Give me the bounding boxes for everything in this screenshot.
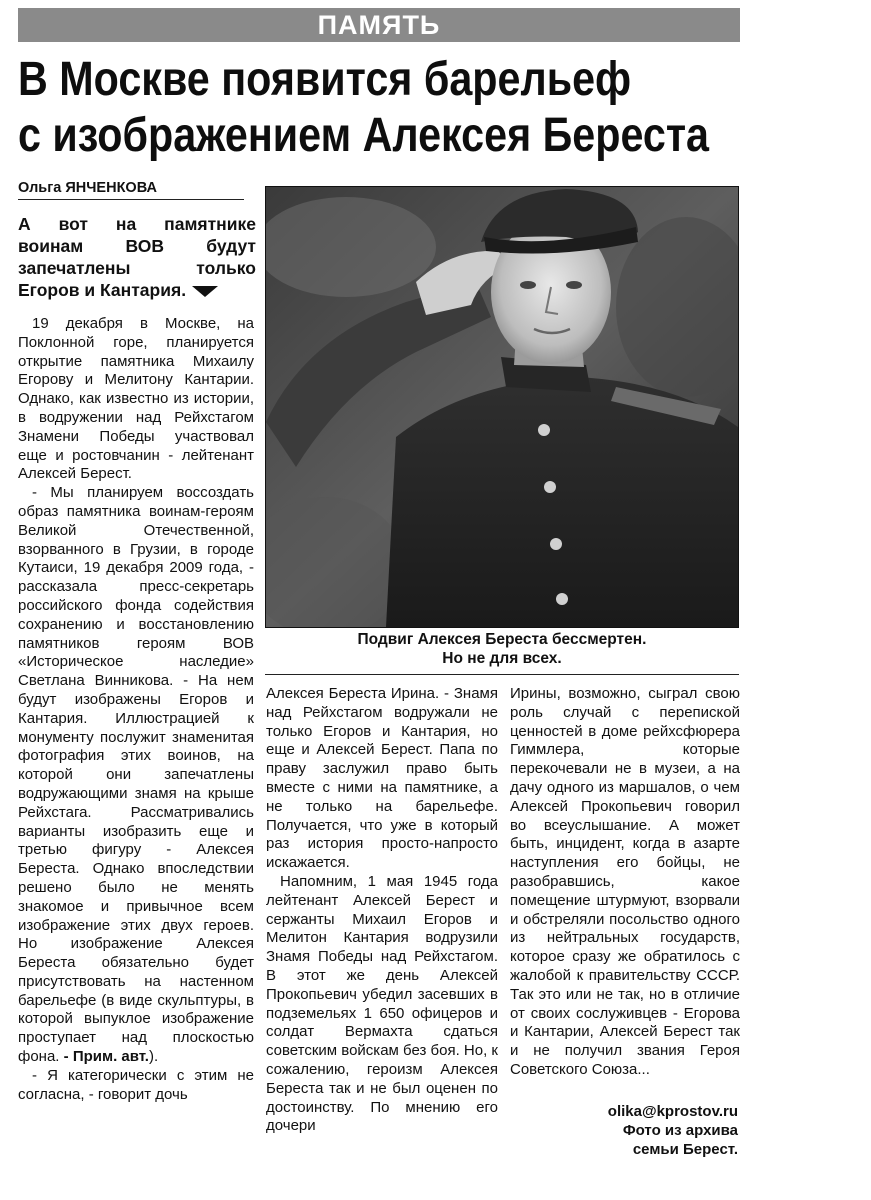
- lead-arrow-icon: [192, 286, 218, 297]
- headline-line-2: с изображением Алексея Береста: [18, 109, 710, 162]
- photo-credit-line-1: Фото из архива: [622, 1122, 738, 1139]
- text-column-3: [510, 685, 740, 1080]
- caption-line-1: Подвиг Алексея Береста бессмертен.: [357, 631, 647, 648]
- photo-credit-line-2: семьи Берест.: [632, 1141, 738, 1158]
- article-signoff: [510, 1102, 738, 1159]
- headline-line-1: В Москве появится барельеф: [18, 53, 632, 106]
- paragraph: [18, 484, 254, 1067]
- paragraph: 19 декабря в Москве, на Поклонной горе, планируется открытие памятника Михаилу Егорову и Мелитону Кантарии. Однако, как известно из истории, в водружении над Рейхстагом Знамени Победы участвовал еще и ростовчанин - лейтенант Алексей Берест.: [18, 315, 254, 483]
- paragraph: Алексея Береста Ирина. - Знамя над Рейхстагом водружали не только Егоров и Кантария, но еще и Алексей Берест. Папа по праву заслужил право быть вместе с ними на памятнике, а не только на барельефе. Получается, что уже в который раз история просто-напросто искажается.: [266, 685, 498, 872]
- paragraph: Ирины, возможно, сыграл свою роль случай с перепиской ценностей в доме рейхсфюрера Гиммлера, которые перекочевали не в музеи, а на дачу одного из маршалов, о чем Алексей Прокопьевич говорил во всеуслышание. А может быть, инцидент, когда в азарте наступления его бойцы, не разобравшись, какое помещение штурмуют, взорвали и обстреляли посольство одного из нейтральных государств, которое сразу же обратилось с жалобой к правительству СССР. Так это или не так, но в отличие от своих сослуживцев - Егорова и Кантарии, Алексей Берест так и не получил звания Героя Советского Союза...: [510, 685, 740, 1078]
- paragraph: Напомним, 1 мая 1945 года лейтенант Алексей Берест и сержанты Михаил Егоров и Мелитон Кантария водрузили Знамя Победы над Рейхстагом. В этот же день Алексей Прокопьевич убедил засевших в подземельях 1 650 офицеров и солдат Вермахта сдаться советским войскам без боя. Но, к сожалению, героизм Алексея Береста так и не был оценен по достоинству. По мнению его дочери: [266, 872, 498, 1135]
- contact-email: olika@kprostov.ru: [607, 1103, 738, 1120]
- lead-text: А вот на памятнике воинам ВОВ будут запечатлены только Егоров и Кантария.: [18, 214, 256, 300]
- rubric-label: ПАМЯТЬ: [317, 9, 441, 40]
- author-byline: Ольга ЯНЧЕНКОВА: [18, 180, 244, 200]
- text-column-1: [18, 315, 254, 1104]
- article-headline: [18, 52, 710, 164]
- text-column-2: [266, 685, 498, 1136]
- paragraph: - Я категорически с этим не согласна, - говорит дочь: [18, 1066, 254, 1103]
- article-photo: [265, 186, 739, 628]
- soldier-saluting-portrait: [266, 187, 738, 627]
- paragraph-text: - Мы планируем воссоздать образ памятника воинам-героям Великой Отечественной, взорванного в Грузии, в городе Кутаиси, 19 декабря 2009 года, - рассказала пресс-секретарь российского фонда содействия сохранению и восстановлению памятников героям ВОВ «Историческое наследие» Светлана Винникова. - На нем будут изображены Егоров и Кантария. Иллюстрацией к монументу послужит знаменитая фотография этих воинов, на которой они запечатлены водружающими знамя на крыше Рейхстага. Рассматривались варианты изобразить еще и третью фигуру - Алексея Береста. Однако впоследствии решено было не менять знакомое и привычное всем изображение этих двух героев. Но изображение Алексея Береста обязательно будет присутствовать на настенном барельефе (в виде скульптуры, в которой выпуклое изображение проступает над плоскостью фона.: [18, 484, 254, 1066]
- photo-caption: [265, 630, 739, 675]
- author-note: - Прим. авт.: [59, 1048, 149, 1066]
- paragraph-end: ).: [148, 1048, 159, 1066]
- caption-line-2: Но не для всех.: [442, 650, 562, 667]
- article-lead: [18, 213, 256, 301]
- section-rubric: [18, 8, 740, 42]
